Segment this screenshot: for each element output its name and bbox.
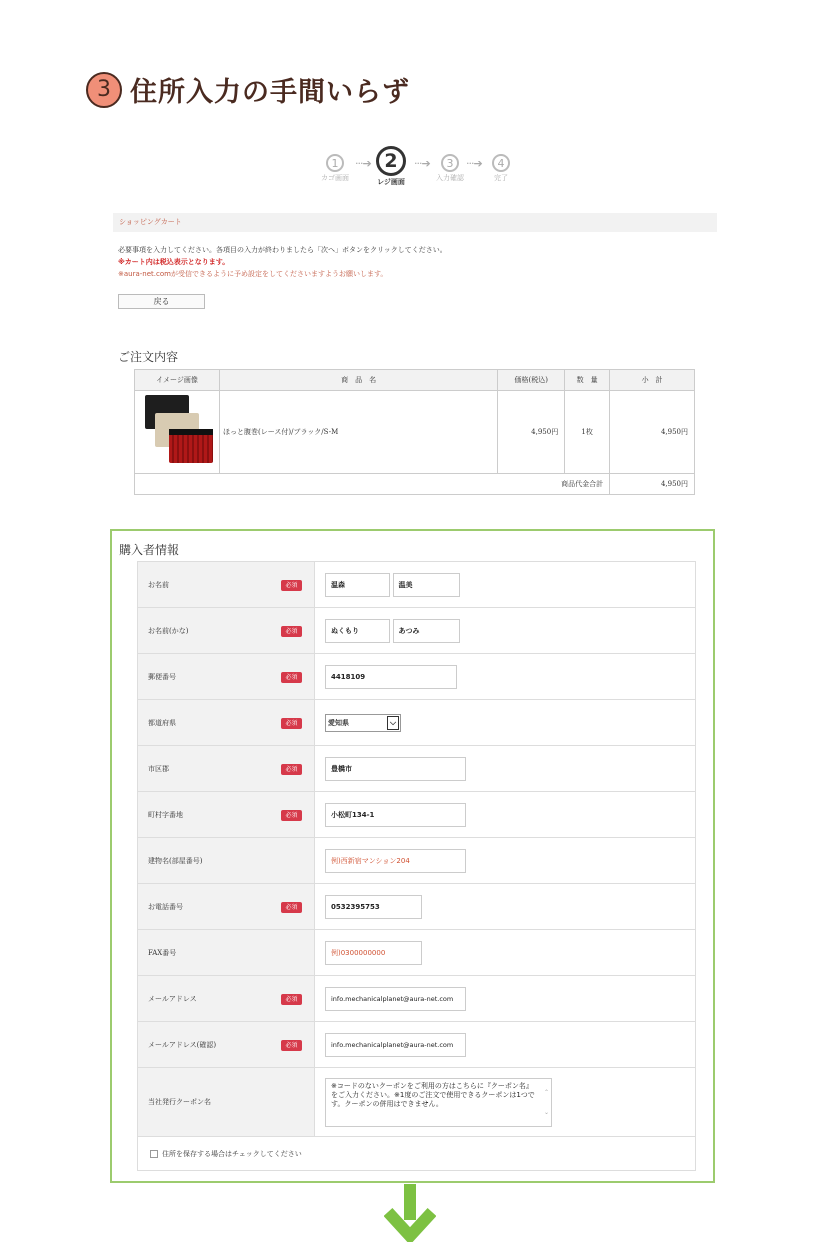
col-header-qty: 数 量 (565, 370, 610, 391)
checkout-steps (315, 146, 525, 186)
col-header-price: 価格(税込) (498, 370, 565, 391)
building-input[interactable]: 例)西新宿マンション204 (325, 849, 466, 873)
step-register: 2 レジ画面 (373, 146, 409, 187)
required-badge: 必須 (281, 902, 302, 913)
required-badge: 必須 (281, 1040, 302, 1051)
required-badge: 必須 (281, 764, 302, 775)
product-image[interactable] (139, 393, 215, 471)
product-qty: 1枚 (565, 391, 610, 474)
save-address-checkbox[interactable] (150, 1150, 158, 1158)
col-header-product: 商 品 名 (219, 370, 497, 391)
buyer-form (137, 561, 696, 1171)
back-button[interactable]: 戻る (118, 294, 205, 309)
arrow-icon: ···➔ (414, 157, 430, 170)
required-badge: 必須 (281, 994, 302, 1005)
table-row (135, 391, 695, 474)
required-badge: 必須 (281, 718, 302, 729)
product-price: 4,950円 (498, 391, 565, 474)
arrow-icon: ···➔ (355, 157, 371, 170)
buyer-info-section (110, 529, 715, 1183)
label-pref: 都道府県 (148, 718, 176, 727)
order-table (134, 369, 695, 495)
cart-notes (118, 244, 447, 280)
section-headline (86, 70, 410, 109)
form-row-zip (138, 654, 696, 700)
form-row-tel (138, 884, 696, 930)
required-badge: 必須 (281, 672, 302, 683)
form-row-coupon (138, 1068, 696, 1137)
email-confirm-input[interactable]: info.mechanicalplanet@aura-net.com (325, 1033, 466, 1057)
city-input[interactable]: 豊橋市 (325, 757, 466, 781)
label-coupon: 当社発行クーポン名 (148, 1098, 211, 1106)
form-row-building (138, 838, 696, 884)
last-kana-input[interactable]: ぬくもり (325, 619, 390, 643)
chevron-down-icon: ⌵ (387, 716, 399, 730)
prefecture-select[interactable]: 愛知県 ⌵ (325, 714, 401, 732)
form-row-kana (138, 608, 696, 654)
col-header-image: イメージ画像 (135, 370, 220, 391)
tax-note: ※カート内は税込表示となります。 (118, 258, 230, 266)
save-address-label: 住所を保存する場合はチェックしてください (162, 1149, 302, 1158)
cart-title-bar: ショッピングカート (113, 213, 717, 232)
form-row-fax (138, 930, 696, 976)
label-email-confirm: メールアドレス(確認) (148, 1040, 217, 1049)
step-cart: 1 カゴ画面 (317, 154, 353, 183)
down-arrow-icon (384, 1184, 436, 1242)
label-email: メールアドレス (148, 994, 197, 1003)
label-fax: FAX番号 (148, 948, 177, 957)
form-row-email (138, 976, 696, 1022)
col-header-subtotal: 小 計 (610, 370, 695, 391)
label-kana: お名前(かな) (148, 626, 189, 635)
coupon-textarea[interactable]: ※コードのないクーポンをご利用の方はこちらに『クーポン名』をご入力ください。※1度のご注文で使用できるクーポンは1つです。クーポンの併用はできません。 ⌃ ⌄ (325, 1078, 552, 1127)
label-city: 市区郡 (148, 764, 169, 773)
scrollbar-arrows-icon[interactable]: ⌃ ⌄ (543, 1088, 549, 1116)
headline-text: 住所入力の手間いらず (130, 77, 410, 108)
arrow-icon: ···➔ (466, 157, 482, 170)
step-complete: 4 完了 (483, 154, 519, 183)
required-badge: 必須 (281, 810, 302, 821)
step-confirm: 3 入力確認 (432, 154, 468, 183)
product-subtotal: 4,950円 (610, 391, 695, 474)
total-row (135, 474, 695, 495)
label-zip: 郵便番号 (148, 672, 176, 681)
instruction-text: 必要事項を入力してください。各項目の入力が終わりましたら「次へ」ボタンをクリックしてください。 (118, 246, 447, 254)
tel-input[interactable]: 0532395753 (325, 895, 422, 919)
email-input[interactable]: info.mechanicalplanet@aura-net.com (325, 987, 466, 1011)
required-badge: 必須 (281, 580, 302, 591)
form-row-town (138, 792, 696, 838)
email-note: ※aura-net.comが受信できるように予め設定をしてくださいますようお願いします。 (118, 270, 388, 278)
product-name: ほっと腹巻(レース付)/ブラック/S-M (219, 391, 497, 474)
form-row-pref (138, 700, 696, 746)
form-row-email-confirm (138, 1022, 696, 1068)
label-tel: お電話番号 (148, 902, 183, 911)
label-name: お名前 (148, 580, 169, 589)
buyer-title: 購入者情報 (119, 543, 180, 557)
first-name-input[interactable]: 温美 (393, 573, 460, 597)
step-number-badge: 3 (86, 72, 122, 108)
form-row-name (138, 562, 696, 608)
fax-input[interactable]: 例)0300000000 (325, 941, 422, 965)
last-name-input[interactable]: 温森 (325, 573, 390, 597)
town-input[interactable]: 小松町134-1 (325, 803, 466, 827)
label-building: 建物名(部屋番号) (148, 856, 203, 865)
product-image-cell (135, 391, 220, 474)
first-kana-input[interactable]: あつみ (393, 619, 460, 643)
order-title: ご注文内容 (118, 350, 179, 364)
form-row-save (138, 1137, 696, 1171)
total-label: 商品代金合計 (135, 474, 610, 495)
label-town: 町村字番地 (148, 810, 183, 819)
form-row-city (138, 746, 696, 792)
total-value: 4,950円 (610, 474, 695, 495)
zip-input[interactable]: 4418109 (325, 665, 457, 689)
required-badge: 必須 (281, 626, 302, 637)
